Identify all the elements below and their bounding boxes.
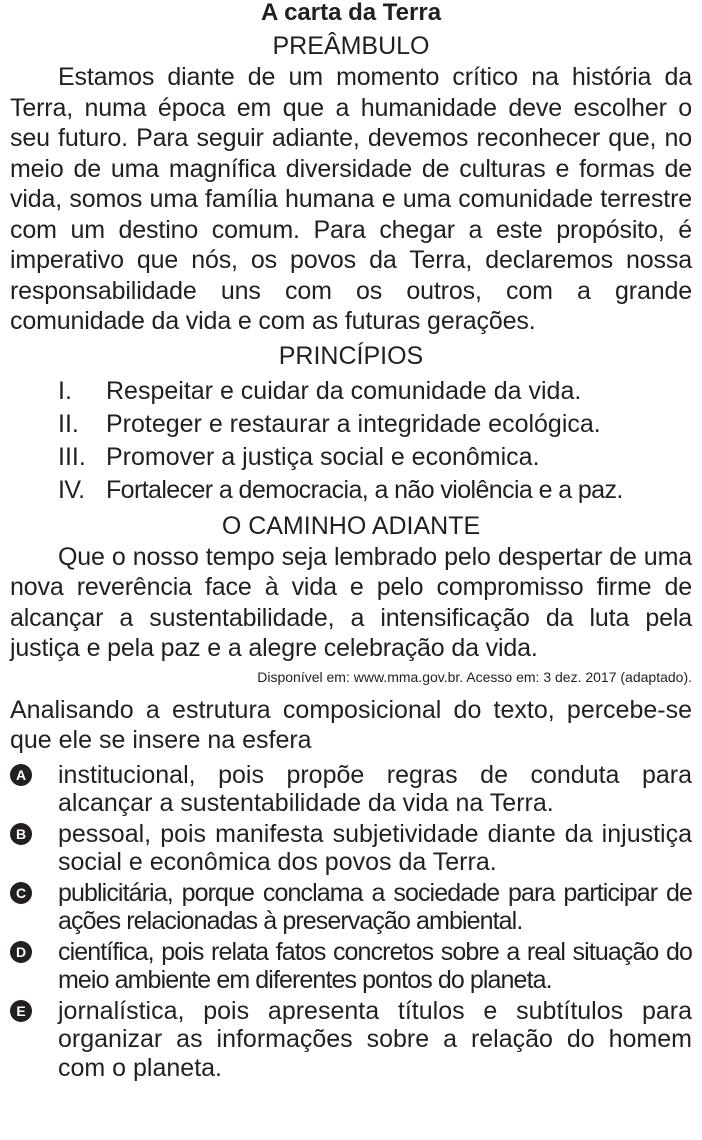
- option-d[interactable]: [10, 938, 692, 995]
- option-text: jornalística, pois apresenta títulos e subtítulos para organizar as informações sobre a relação do homem com o planeta.: [58, 996, 692, 1082]
- path-paragraph: Que o nosso tempo seja lembrado pelo despertar de uma nova reverência face à vida e pelo compromisso firme de alcançar a sustentabilidade, a intensificação da luta pela justiça e pela paz e a alegre celebração da vida.: [10, 542, 692, 662]
- option-letter-badge: B: [10, 823, 32, 845]
- option-letter-badge: C: [10, 882, 32, 904]
- principles-heading: PRINCÍPIOS: [278, 341, 424, 370]
- principle-item: [58, 441, 692, 474]
- option-letter-badge: D: [10, 941, 32, 963]
- source-citation: Disponível em: www.mma.gov.br. Acesso em: 3 dez. 2017 (adaptado).: [257, 668, 692, 685]
- option-c[interactable]: [10, 879, 692, 936]
- principle-item: [58, 408, 692, 441]
- principle-item: [58, 474, 692, 507]
- principle-text: Respeitar e cuidar da comunidade da vida.: [106, 376, 582, 405]
- option-b[interactable]: [10, 820, 692, 877]
- option-letter-badge: E: [10, 1000, 32, 1022]
- option-text: pessoal, pois manifesta subjetividade diante da injustiça social e econômica dos povos da Terra.: [58, 819, 692, 876]
- option-text: científica, pois relata fatos concretos sobre a real situação do meio ambiente em diferentes pontos do planeta.: [58, 937, 692, 994]
- path-heading: O CAMINHO ADIANTE: [221, 511, 481, 540]
- option-a[interactable]: [10, 761, 692, 818]
- preamble-heading: PREÂMBULO: [272, 32, 430, 60]
- option-letter-badge: A: [10, 764, 32, 786]
- document-title: A carta da Terra: [260, 0, 442, 26]
- principle-text: Proteger e restaurar a integridade ecológica.: [106, 409, 601, 438]
- preamble-paragraph: Estamos diante de um momento crítico na história da Terra, numa época em que a humanidade deve escolher o seu futuro. Para seguir adiante, devemos reconhecer que, no meio de uma magnífica diversidade de culturas e formas de vida, somos uma família humana e uma comunidade terrestre com um destino comum. Para chegar a este propósito, é imperativo que nós, os povos da Terra, declaremos nossa responsabilidade uns com os outros, com a grande comunidade da vida e com as futuras gerações.: [10, 63, 692, 335]
- option-e[interactable]: [10, 997, 692, 1083]
- principle-number: II.: [58, 409, 79, 438]
- principle-text: Promover a justiça social e econômica.: [106, 442, 540, 471]
- option-text: publicitária, porque conclama a sociedade para participar de ações relacionadas à preservação ambiental.: [58, 878, 692, 935]
- principle-number: III.: [58, 442, 86, 471]
- option-text: institucional, pois propõe regras de conduta para alcançar a sustentabilidade da vida na Terra.: [58, 760, 692, 817]
- principle-text: Fortalecer a democracia, a não violência e a paz.: [106, 475, 623, 504]
- principle-item: [58, 375, 692, 408]
- question-stem: Analisando a estrutura composicional do texto, percebe-se que ele se insere na esfera: [10, 695, 692, 754]
- principle-number: IV.: [58, 475, 85, 504]
- principles-list: [10, 375, 692, 507]
- principle-number: I.: [58, 376, 72, 405]
- answer-options: [10, 761, 692, 1083]
